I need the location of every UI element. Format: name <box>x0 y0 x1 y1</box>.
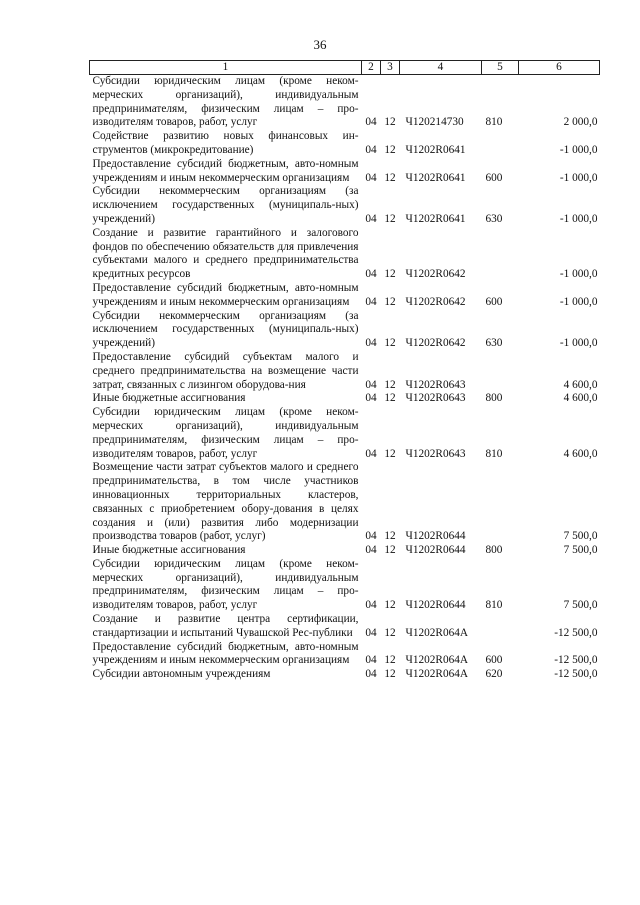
row-amount: -12 500,0 <box>554 654 598 667</box>
row-amount: 7 500,0 <box>563 544 598 557</box>
row-expense-type <box>482 461 519 544</box>
row-expense-type: 600 <box>485 171 503 184</box>
row-section: 04 <box>365 337 377 350</box>
header-row <box>90 61 600 75</box>
row-target-code: Ч1202R0642 <box>405 268 466 281</box>
row-subsection: 12 <box>384 116 396 129</box>
row-section: 04 <box>365 295 377 308</box>
row-expense-type: 630 <box>485 212 503 225</box>
row-expense-type <box>482 613 519 641</box>
row-subsection: 12 <box>384 530 396 543</box>
row-amount: -1 000,0 <box>559 337 598 350</box>
row-description: Предоставление субсидий бюджетным, авто-номным учреждениям и иным некоммерческим организациям <box>92 157 359 184</box>
row-description: Возмещение части затрат субъектов малого и среднего предпринимательства, в том числе участников инновационных территориальных кластеров, связанных с приобретением обору-дования в целях создания и (или) развития либо модернизации производства товаров (работ, услуг) <box>92 461 359 543</box>
row-expense-type <box>482 227 519 282</box>
row-amount: 4 600,0 <box>563 378 598 391</box>
header-col-2: 2 <box>362 61 381 75</box>
row-subsection: 12 <box>384 337 396 350</box>
table-row <box>90 406 600 461</box>
row-section: 04 <box>365 212 377 225</box>
row-amount: -12 500,0 <box>554 668 598 681</box>
row-target-code: Ч1202R0641 <box>405 171 466 184</box>
row-target-code: Ч1202R0643 <box>405 378 466 391</box>
row-target-code: Ч1202R0643 <box>405 392 466 405</box>
row-description: Иные бюджетные ассигнования <box>92 392 246 405</box>
row-target-code: Ч1202R0641 <box>405 212 466 225</box>
row-target-code: Ч1202R064А <box>405 626 469 639</box>
row-section: 04 <box>365 116 377 129</box>
row-expense-type: 630 <box>485 337 503 350</box>
row-target-code: Ч1202R0642 <box>405 295 466 308</box>
row-amount: 4 600,0 <box>563 447 598 460</box>
row-subsection: 12 <box>384 447 396 460</box>
row-expense-type <box>482 130 519 158</box>
row-amount: 7 500,0 <box>563 530 598 543</box>
row-description: Субсидии автономным учреждениям <box>92 668 271 681</box>
header-col-5: 5 <box>482 61 519 75</box>
row-description: Субсидии юридическим лицам (кроме неком-мерческих организаций), индивидуальным предпринимателям, физическим лицам – про-изводителям товаров, работ, услуг <box>92 75 359 129</box>
row-section: 04 <box>365 668 377 681</box>
row-target-code: Ч1202R0642 <box>405 337 466 350</box>
row-amount: -1 000,0 <box>559 295 598 308</box>
row-section: 04 <box>365 599 377 612</box>
table-row <box>90 75 600 131</box>
table-header <box>90 61 600 75</box>
table-row <box>90 130 600 158</box>
row-target-code: Ч120214730 <box>405 116 464 129</box>
row-description: Иные бюджетные ассигнования <box>92 544 246 557</box>
row-description: Субсидии юридическим лицам (кроме неком-мерческих организаций), индивидуальным предпринимателям, физическим лицам – про-изводителям товаров, работ, услуг <box>92 406 359 460</box>
row-expense-type: 600 <box>485 654 503 667</box>
table-row <box>90 544 600 558</box>
row-target-code: Ч1202R0644 <box>405 544 466 557</box>
table-row <box>90 392 600 406</box>
row-subsection: 12 <box>384 599 396 612</box>
row-subsection: 12 <box>384 626 396 639</box>
row-amount: 4 600,0 <box>563 392 598 405</box>
row-expense-type: 800 <box>485 544 503 557</box>
row-amount: -1 000,0 <box>559 143 598 156</box>
table-row <box>90 282 600 310</box>
row-target-code: Ч1202R0641 <box>405 143 466 156</box>
row-subsection: 12 <box>384 171 396 184</box>
row-expense-type: 810 <box>485 599 503 612</box>
row-section: 04 <box>365 171 377 184</box>
row-description: Предоставление субсидий бюджетным, авто-номным учреждениям и иным некоммерческим организациям <box>92 281 359 308</box>
row-section: 04 <box>365 378 377 391</box>
row-section: 04 <box>365 626 377 639</box>
budget-table <box>89 60 600 682</box>
row-target-code: Ч1202R0643 <box>405 447 466 460</box>
row-description: Создание и развитие центра сертификации, стандартизации и испытаний Чувашской Рес-публики <box>92 613 359 639</box>
row-subsection: 12 <box>384 668 396 681</box>
row-expense-type: 600 <box>485 295 503 308</box>
table-row <box>90 558 600 613</box>
row-subsection: 12 <box>384 268 396 281</box>
row-description: Субсидии некоммерческим организациям (за исключением государственных (муниципаль-ных) учреждений) <box>92 185 359 225</box>
table-row <box>90 668 600 682</box>
row-subsection: 12 <box>384 295 396 308</box>
row-amount: 2 000,0 <box>563 116 598 129</box>
header-col-4: 4 <box>400 61 482 75</box>
row-subsection: 12 <box>384 544 396 557</box>
header-col-6: 6 <box>519 61 600 75</box>
row-target-code: Ч1202R0644 <box>405 599 466 612</box>
table-row <box>90 185 600 226</box>
row-amount: -1 000,0 <box>559 212 598 225</box>
row-section: 04 <box>365 392 377 405</box>
row-section: 04 <box>365 447 377 460</box>
table-row <box>90 351 600 392</box>
row-subsection: 12 <box>384 654 396 667</box>
row-expense-type <box>482 351 519 392</box>
row-description: Субсидии юридическим лицам (кроме неком-мерческих организаций), индивидуальным предпринимателям, физическим лицам – про-изводителям товаров, работ, услуг <box>92 557 359 612</box>
row-amount: 7 500,0 <box>563 599 598 612</box>
row-expense-type: 810 <box>485 116 503 129</box>
row-subsection: 12 <box>384 392 396 405</box>
row-expense-type: 620 <box>485 668 503 681</box>
row-section: 04 <box>365 143 377 156</box>
row-expense-type: 810 <box>485 447 503 460</box>
row-subsection: 12 <box>384 212 396 225</box>
table-row <box>90 613 600 641</box>
row-subsection: 12 <box>384 143 396 156</box>
header-col-3: 3 <box>381 61 400 75</box>
row-description: Предоставление субсидий субъектам малого и среднего предпринимательства на возмещение части затрат, связанных с лизингом оборудова-ния <box>92 350 359 391</box>
table-row <box>90 227 600 282</box>
page-number: 36 <box>313 37 327 52</box>
row-section: 04 <box>365 654 377 667</box>
row-description: Предоставление субсидий бюджетным, авто-номным учреждениям и иным некоммерческим организациям <box>92 640 359 667</box>
table-row <box>90 641 600 669</box>
table-body <box>90 75 600 683</box>
table-row <box>90 310 600 351</box>
row-section: 04 <box>365 544 377 557</box>
row-target-code: Ч1202R064А <box>405 654 469 667</box>
row-target-code: Ч1202R0644 <box>405 530 466 543</box>
header-col-1: 1 <box>90 61 362 75</box>
row-description: Субсидии некоммерческим организациям (за исключением государственных (муниципаль-ных) учреждений) <box>92 309 359 350</box>
row-target-code: Ч1202R064А <box>405 668 469 681</box>
row-description: Содействие развитию новых финансовых ин-струментов (микрокредитование) <box>92 130 359 156</box>
row-description: Создание и развитие гарантийного и залогового фондов по обеспечению обязательств для привлечения субъектами малого и среднего предпринимательства кредитных ресурсов <box>92 226 359 281</box>
row-section: 04 <box>365 268 377 281</box>
row-expense-type: 800 <box>485 392 503 405</box>
row-amount: -1 000,0 <box>559 268 598 281</box>
row-subsection: 12 <box>384 378 396 391</box>
row-amount: -1 000,0 <box>559 171 598 184</box>
row-amount: -12 500,0 <box>554 626 598 639</box>
row-section: 04 <box>365 530 377 543</box>
table-row <box>90 158 600 186</box>
table-row <box>90 461 600 544</box>
